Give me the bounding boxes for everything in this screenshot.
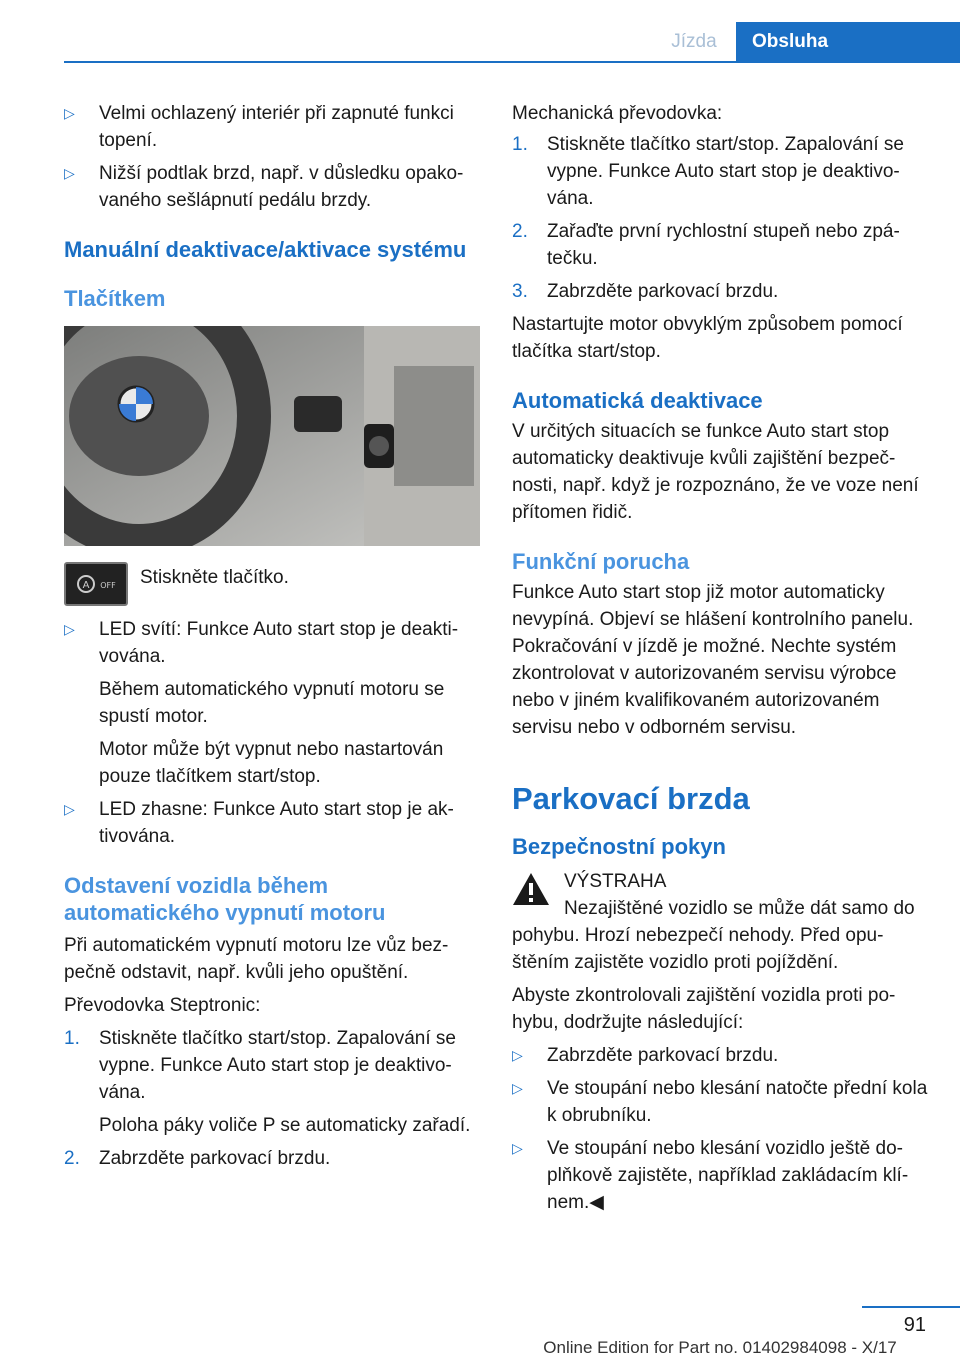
led-bullet-list <box>64 616 480 850</box>
steptronic-steps <box>64 1025 480 1172</box>
button-caption: Stiskněte tlačítko. <box>140 567 289 588</box>
button-caption-row <box>64 562 480 608</box>
page-number: 91 <box>903 1314 926 1336</box>
brake-bullet-list <box>512 1042 932 1216</box>
list-item: ▷ Velmi ochlazený interiér při zapnuté funkci topení. <box>64 100 480 154</box>
triangle-right-icon: ▷ <box>512 1140 523 1156</box>
auto-start-stop-button-icon <box>64 562 128 606</box>
paragraph-start: Nastartujte motor obvyklým způsobem pomocí tlačítka start/stop. <box>512 314 903 362</box>
manual-steps <box>512 131 932 305</box>
list-item: 2. Zařaďte první rychlostní stupeň nebo zpátečku. <box>512 218 932 272</box>
list-item: ▷ Ve stoupání nebo klesání natočte přední kola k obrubníku. <box>512 1075 932 1129</box>
paragraph-check: Abyste zkontrolovali zajištění vozidla proti pohybu, dodržujte následující: <box>512 985 896 1033</box>
right-column <box>512 100 932 1216</box>
header-rule <box>64 61 960 63</box>
heading-safety: Bezpečnostní pokyn <box>512 834 726 859</box>
heading-auto-deactivation: Automatická deaktivace <box>512 388 763 413</box>
triangle-right-icon: ▷ <box>512 1080 523 1096</box>
list-item: ▷ LED zhasne: Funkce Auto start stop je aktivována. <box>64 796 480 850</box>
step-number: 1. <box>64 1028 80 1049</box>
heading-parking-brake: Parkovací brzda <box>512 781 750 816</box>
list-item: ▷ Zabrzděte parkovací brzdu. <box>512 1042 932 1069</box>
paragraph-auto-deactivation: V určitých situacích se funkce Auto start stop automaticky deaktivuje kvůli zajištění bezpečnosti, např. když je rozpoznáno, že ve voze není přítomen řidič. <box>512 421 919 523</box>
footer-rule <box>862 1306 960 1308</box>
left-column <box>64 100 480 1172</box>
heading-fault: Funkční porucha <box>512 549 690 574</box>
paragraph-steptronic: Převodovka Steptronic: <box>64 995 261 1016</box>
top-bullet-list <box>64 100 480 214</box>
list-item: 1. Stiskněte tlačítko start/stop. Zapalování se vypne. Funkce Auto start stop je deaktivována. Poloha páky voliče P se automaticky zařadí. <box>64 1025 480 1139</box>
list-subtext: Během automatického vypnutí motoru se spustí motor. <box>99 679 445 727</box>
triangle-right-icon: ▷ <box>64 165 75 181</box>
warning-block <box>512 868 932 895</box>
svg-text:OFF: OFF <box>100 581 116 590</box>
svg-text:A: A <box>82 580 90 591</box>
list-item: ▷ LED svítí: Funkce Auto start stop je deaktivována. Během automatického vypnutí motoru se spustí motor. Motor může být vypnut nebo nastartován pouze tlačítkem start/stop. <box>64 616 480 790</box>
header-tab-obsluha: Obsluha <box>736 22 960 62</box>
heading-parking: Odstavení vozidla během automatického vypnutí motoru <box>64 873 386 925</box>
step-number: 2. <box>512 221 528 242</box>
paragraph-parking: Při automatickém vypnutí motoru lze vůz bezpečně odstavit, např. kvůli jeho opuštění. <box>64 935 449 983</box>
step-number: 2. <box>64 1148 80 1169</box>
triangle-right-icon: ▷ <box>64 105 75 121</box>
step-number: 1. <box>512 134 528 155</box>
list-item: 2. Zabrzděte parkovací brzdu. <box>64 1145 480 1172</box>
warning-title: VÝSTRAHA <box>564 871 667 892</box>
warning-text: Nezajištěné vozidlo se může dát samo do pohybu. Hrozí nebezpečí nehody. Před opuštěním zajistěte vozidlo proti pojíždění. <box>512 898 915 973</box>
paragraph-fault: Funkce Auto start stop již motor automaticky nevypíná. Objeví se hlášení kontrolního panelu. Pokračování v jízdě je možné. Nechte systém zkontrolovat v autorizovaném servisu výrobce nebo v jiném kvalifikovaném autorizovaném servisu nebo v odborném servisu. <box>512 582 914 738</box>
heading-button: Tlačítkem <box>64 286 166 311</box>
warning-triangle-icon <box>512 872 550 906</box>
steering-wheel-photo <box>64 326 480 546</box>
header-tab-jizda: Jízda <box>671 31 717 52</box>
step-number: 3. <box>512 281 528 302</box>
triangle-right-icon: ▷ <box>64 801 75 817</box>
list-item: 1. Stiskněte tlačítko start/stop. Zapalování se vypne. Funkce Auto start stop je deaktivována. <box>512 131 932 212</box>
list-subtext: Motor může být vypnut nebo nastartován pouze tlačítkem start/stop. <box>99 739 444 787</box>
list-subtext: Poloha páky voliče P se automaticky zařadí. <box>99 1115 471 1136</box>
triangle-right-icon: ▷ <box>512 1047 523 1063</box>
list-item: ▷ Nižší podtlak brzd, např. v důsledku opakovaného sešlápnutí pedálu brzdy. <box>64 160 480 214</box>
footer-edition: Online Edition for Part no. 01402984098 - X/17 <box>543 1338 897 1357</box>
triangle-right-icon: ▷ <box>64 621 75 637</box>
list-item: ▷ Ve stoupání nebo klesání vozidlo ještě doplňkově zajistěte, například zakládacím klínem.◀ <box>512 1135 932 1216</box>
paragraph-manual-gearbox: Mechanická převodovka: <box>512 103 723 124</box>
list-item: 3. Zabrzděte parkovací brzdu. <box>512 278 932 305</box>
heading-manual-deactivation: Manuální deaktivace/aktivace systému <box>64 237 467 262</box>
